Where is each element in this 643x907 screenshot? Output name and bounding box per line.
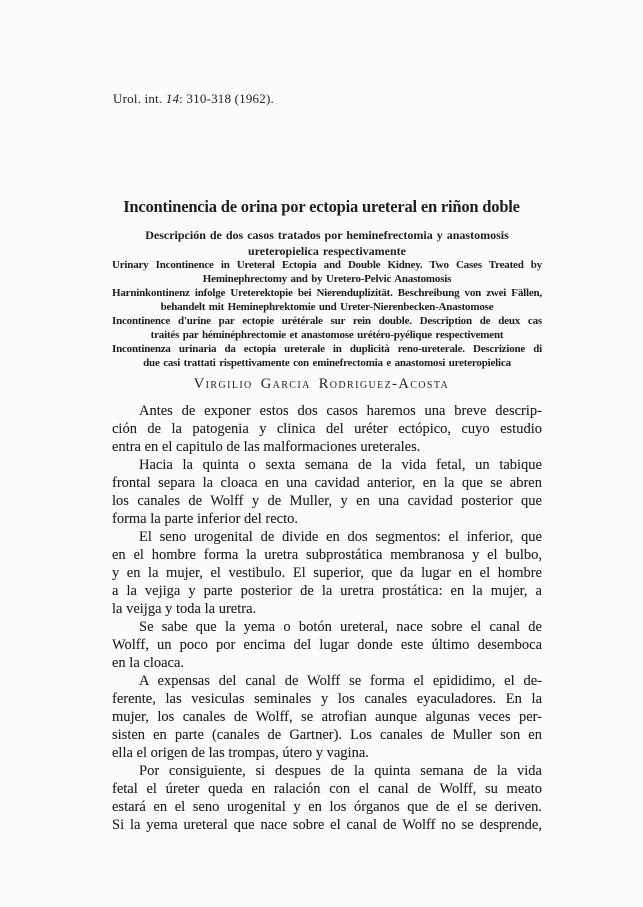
journal-reference [113, 91, 274, 107]
body-paragraph [112, 618, 542, 672]
abstract-blocks [112, 258, 542, 370]
body-line: estará en el seno urogenital y en los órganos que de el se deriven. [112, 799, 542, 815]
body-line: sisten en parte (canales de Gartner). Los canales de Muller son en [112, 727, 542, 743]
article-body [112, 402, 542, 834]
body-line: mujer, los canales de Wolff, se atrofian aunque algunas veces per- [112, 709, 542, 725]
body-line: Antes de exponer estos dos casos haremos una breve descrip- [139, 403, 542, 419]
body-line: en el hombre forma la uretra subprostática membranosa y el bulbo, [112, 547, 542, 563]
subtitle-line: ureteropielica respectivamente [248, 244, 406, 258]
body-line: El seno urogenital de divide en dos segmentos: el inferior, que [139, 529, 542, 545]
body-line: y en la mujer, el vestibulo. El superior, que da lugar en el hombre [112, 565, 542, 581]
journal-volume: 14 [165, 91, 180, 106]
body-line: a la vejiga y parte posterior de la uretra prostática: en la mujer, a [112, 583, 542, 599]
body-line: ción de la patogenia y clinica del uréter ectópico, cuyo estudio [112, 421, 542, 437]
body-line: en la cloaca. [112, 655, 185, 671]
body-line: la veijga y toda la uretra. [112, 601, 257, 617]
body-line: forma la parte inferior del recto. [112, 511, 298, 527]
journal-reference-pages: : 310-318 (1962). [179, 91, 274, 106]
body-line: fetal el úreter queda en ralación con el canal de Wolff, su meato [112, 781, 542, 797]
body-line: Wolff, un poco por encima del lugar donde este último desemboca [112, 637, 542, 653]
abstract-line: behandelt mit Heminephrektomie und Ureter-Nierenbecken-Anastomose [160, 301, 494, 313]
body-line: Si la yema ureteral que nace sobre el canal de Wolff no se desprende, [112, 817, 542, 833]
body-line: Hacia la quinta o sexta semana de la vida fetal, un tabique [139, 457, 542, 473]
body-paragraph [112, 672, 542, 762]
body-paragraph [112, 528, 542, 618]
body-line: entra en el capitulo de las malformaciones ureterales. [112, 439, 421, 455]
body-line: frontal separa la cloaca en una cavidad anterior, en la que se abren [112, 475, 542, 491]
body-line: ella el origen de las trompas, útero y vagina. [112, 745, 369, 761]
body-paragraph [112, 762, 542, 834]
subtitle-line: Descripción de dos casos tratados por heminefrectomia y anastomosis [145, 228, 509, 242]
abstract-line: traités par héminéphrectomie et anastomose urétéro-pyélique respectivement [150, 329, 504, 341]
abstract-line: Incontinence d'urine par ectopie urétérale sur rein double. Description de deux cas [112, 315, 542, 327]
abstract-line: Incontinenza urinaria da ectopia ureterale in duplicità reno-ureterale. Descrizione di [112, 343, 542, 355]
body-line: Por consiguiente, si despues de la quinta semana de la vida [139, 763, 542, 779]
body-line: los canales de Wolff y de Muller, y en una cavidad posterior que [112, 493, 542, 509]
abstract-line: Urinary Incontinence in Ureteral Ectopia and Double Kidney. Two Cases Treated by [112, 259, 542, 271]
abstract-line: Heminephrectomy and by Uretero-Pelvic Anastomosis [202, 273, 452, 285]
journal-reference-prefix: Urol. int. [113, 91, 166, 106]
abstract-block [112, 286, 542, 314]
body-line: A expensas del canal de Wolff se forma el epididimo, el de- [139, 673, 542, 689]
body-line: Se sabe que la yema o botón ureteral, nace sobre el canal de [139, 619, 542, 635]
author-name: Virgilio Garcia Rodriguez-Acosta [193, 376, 450, 392]
abstract-line: due casi trattati rispettivamente con eminefrectomia e anastomosi ureteropielica [143, 357, 511, 369]
abstract-block [112, 314, 542, 342]
body-line: ferente, las vesiculas seminales y los canales eyaculadores. En la [112, 691, 542, 707]
abstract-block [112, 342, 542, 370]
abstract-line: Harninkontinenz infolge Ureterektopie bei Nierenduplizität. Beschreibung von zwei Fällen, [112, 287, 542, 299]
body-paragraph [112, 402, 542, 456]
article-title: Incontinencia de orina por ectopia ureteral en riñon doble [123, 197, 520, 216]
abstract-block [112, 258, 542, 286]
body-paragraph [112, 456, 542, 528]
article-subtitle [112, 227, 542, 259]
